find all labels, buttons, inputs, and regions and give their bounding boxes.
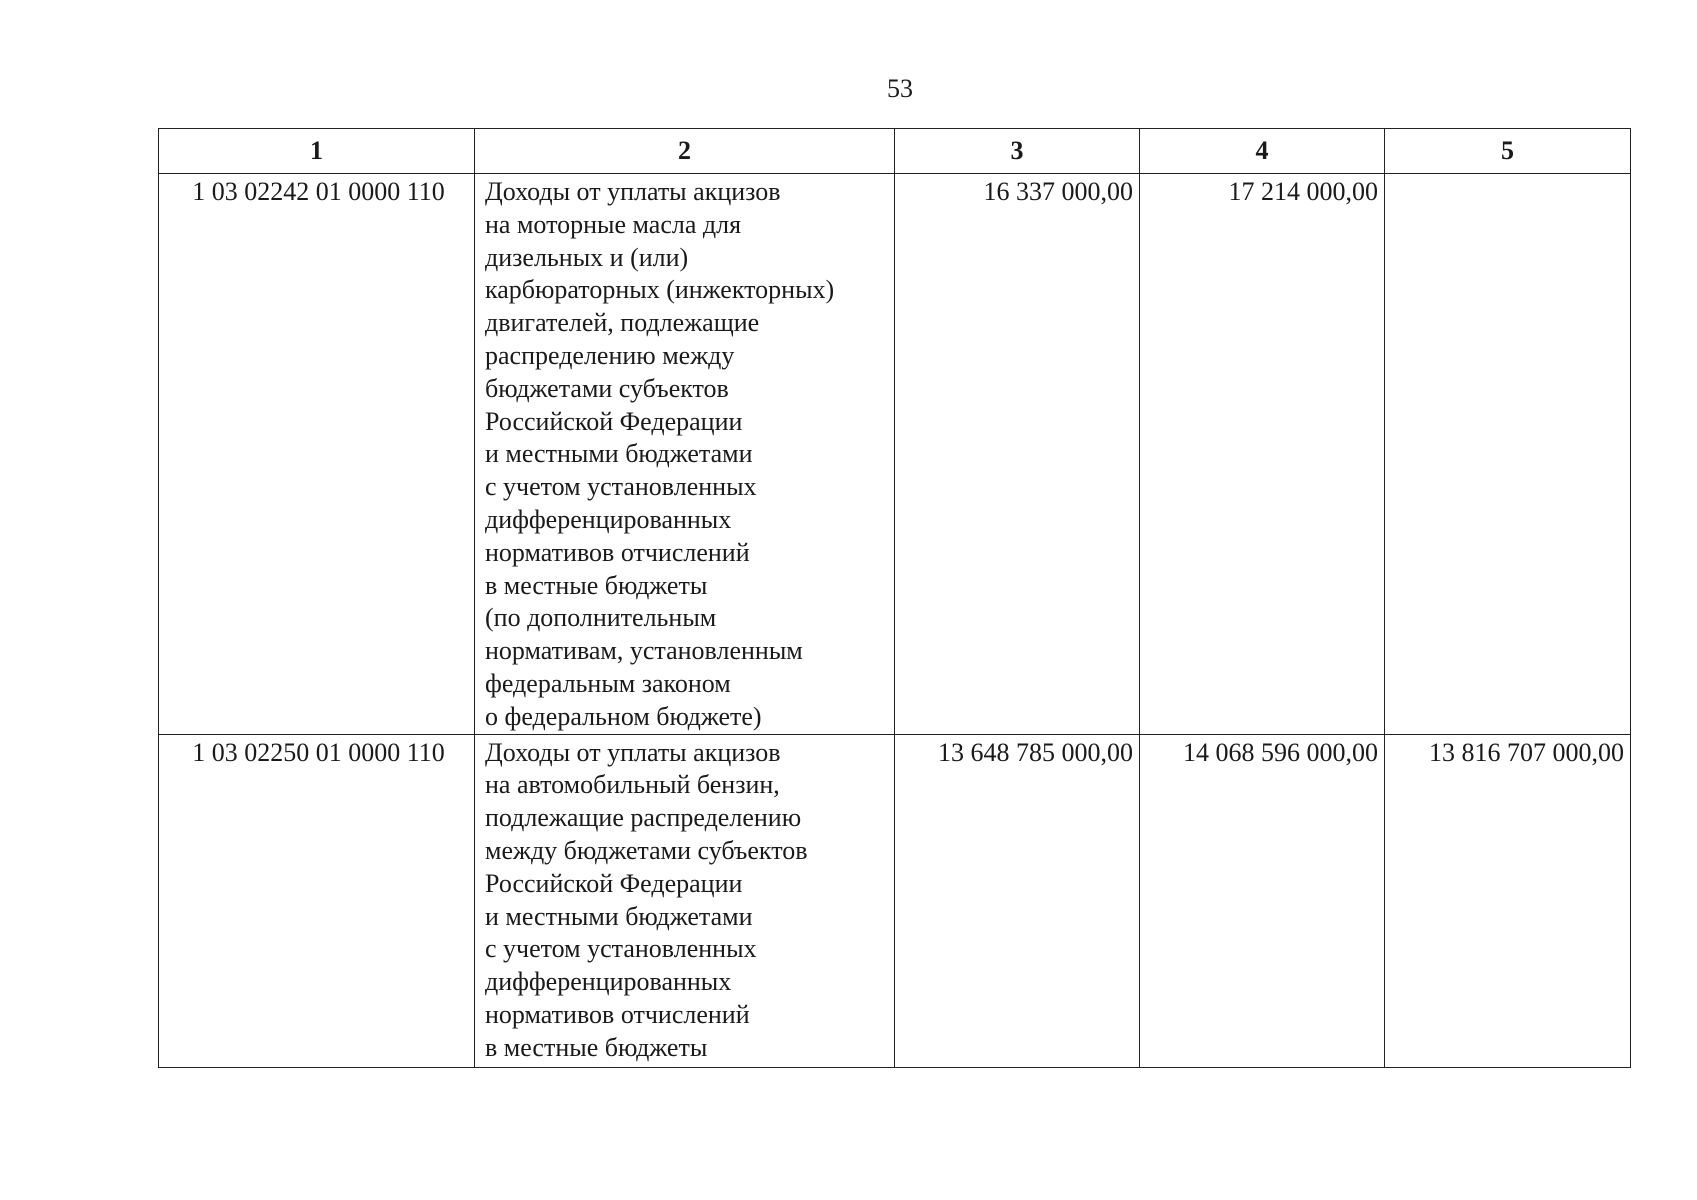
revenue-name-line: с учетом установленных bbox=[485, 934, 757, 964]
revenue-name-line: дифференцированных bbox=[485, 504, 732, 534]
column-header-3: 3 bbox=[895, 129, 1140, 174]
revenue-name-line: Доходы от уплаты акцизов bbox=[485, 177, 781, 206]
revenue-name-line: дифференцированных bbox=[485, 967, 732, 997]
table-header-row bbox=[159, 129, 1631, 174]
revenue-name-line: Доходы от уплаты акцизов bbox=[485, 737, 781, 767]
revenue-name-line: в местные бюджеты bbox=[485, 1032, 708, 1062]
revenue-name-line: нормативов отчислений bbox=[485, 537, 750, 567]
amount-col3-cell: 16 337 000,00 bbox=[895, 174, 1140, 735]
revenue-name-line: о федеральном бюджете) bbox=[485, 701, 762, 731]
revenue-name-line: на автомобильный бензин, bbox=[485, 770, 780, 800]
revenue-name-line: бюджетами субъектов bbox=[485, 373, 729, 403]
revenue-name-line: и местными бюджетами bbox=[485, 439, 753, 469]
revenue-name-line: с учетом установленных bbox=[485, 472, 757, 502]
revenue-name-line: нормативам, установленным bbox=[485, 636, 803, 666]
amount-col5-cell bbox=[1385, 174, 1631, 735]
budget-code-cell: 1 03 02250 01 0000 110 bbox=[159, 734, 475, 1067]
column-header-5: 5 bbox=[1385, 129, 1631, 174]
table-row bbox=[159, 734, 1631, 1067]
column-header-2: 2 bbox=[475, 129, 895, 174]
revenue-name-line: нормативов отчислений bbox=[485, 999, 750, 1029]
revenue-name-line: федеральным законом bbox=[485, 668, 731, 698]
revenue-name-line: и местными бюджетами bbox=[485, 901, 753, 931]
revenue-name-cell bbox=[475, 174, 895, 735]
column-header-4: 4 bbox=[1140, 129, 1385, 174]
revenue-name-line: (по дополнительным bbox=[485, 603, 717, 633]
revenue-name-line: распределению между bbox=[485, 340, 735, 370]
amount-col4-cell: 14 068 596 000,00 bbox=[1140, 734, 1385, 1067]
revenue-name-line: Российской Федерации bbox=[485, 406, 743, 436]
page-number: 53 bbox=[887, 74, 913, 103]
revenue-table bbox=[158, 128, 1631, 1068]
revenue-name-line: на моторные масла для bbox=[485, 209, 742, 239]
revenue-name-line: дизельных и (или) bbox=[485, 242, 689, 272]
revenue-name-line: подлежащие распределению bbox=[485, 803, 802, 833]
revenue-name-line: в местные бюджеты bbox=[485, 570, 708, 600]
revenue-name-line: карбюраторных (инжекторных) bbox=[485, 275, 835, 305]
amount-col3-cell: 13 648 785 000,00 bbox=[895, 734, 1140, 1067]
revenue-name-cell bbox=[475, 734, 895, 1067]
revenue-name-line: двигателей, подлежащие bbox=[485, 308, 760, 338]
revenue-name-line: между бюджетами субъектов bbox=[485, 835, 808, 865]
column-header-1: 1 bbox=[159, 129, 475, 174]
amount-col4-cell: 17 214 000,00 bbox=[1140, 174, 1385, 735]
amount-col5-cell: 13 816 707 000,00 bbox=[1385, 734, 1631, 1067]
table-row bbox=[159, 174, 1631, 735]
revenue-name-line: Российской Федерации bbox=[485, 868, 743, 898]
budget-code-cell: 1 03 02242 01 0000 110 bbox=[159, 174, 475, 735]
